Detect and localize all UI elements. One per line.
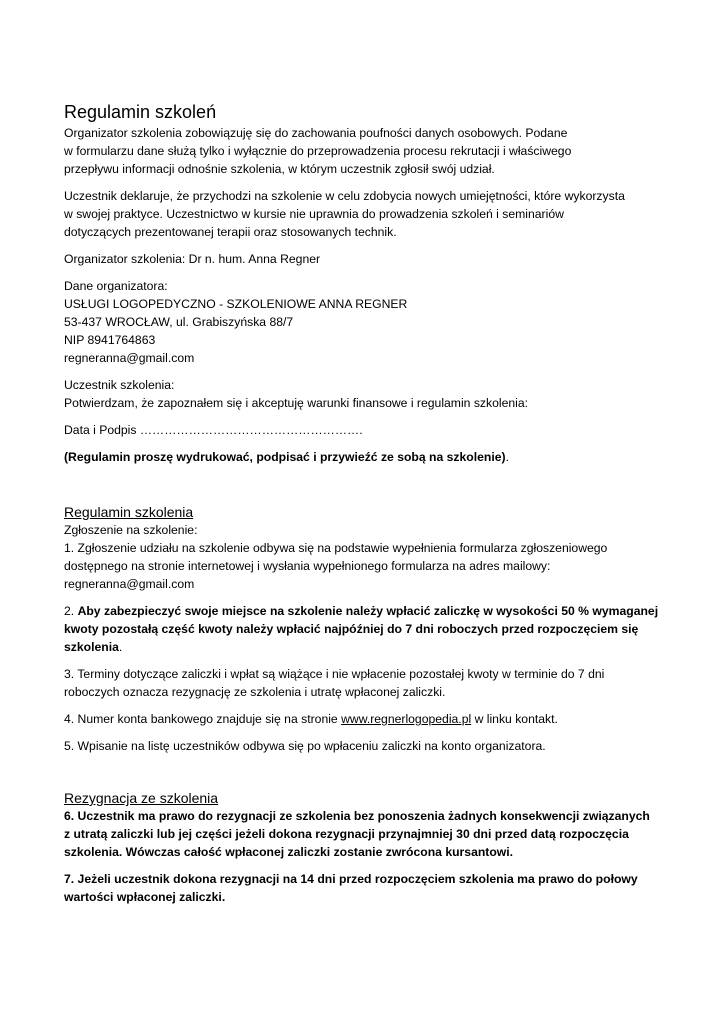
- text-line: dostępnego na stronie internetowej i wysłania wypełnionego formularza na adres mailowy:: [64, 559, 551, 573]
- rule-item-1: [64, 539, 664, 593]
- text-line: Uczestnik deklaruje, że przychodzi na szkolenie w celu zdobycia nowych umiejętności, które wykorzysta: [64, 189, 625, 203]
- org-data-label: Dane organizatora:: [64, 279, 168, 293]
- bold-text: szkolenia: [64, 640, 119, 654]
- org-nip: NIP 8941764863: [64, 333, 156, 347]
- organizer-data: [64, 277, 664, 367]
- text-line: [64, 602, 664, 620]
- org-email: regneranna@gmail.com: [64, 351, 195, 365]
- item4-pre: 4. Numer konta bankowego znajduje się na stronie: [64, 712, 342, 726]
- text-line: 6. Uczestnik ma prawo do rezygnacji ze szkolenia bez ponoszenia żadnych konsekwencji związanych: [64, 809, 650, 823]
- rule-item-5: [64, 737, 664, 755]
- bold-text: Aby zabezpieczyć swoje miejsce na szkolenie należy wpłacić zaliczkę w wysokości 50 % wymaganej: [77, 604, 659, 618]
- signature-paragraph: [64, 421, 664, 439]
- rule-item-4: [64, 710, 664, 728]
- text-line: kwoty pozostałą część kwoty należy wpłacić najpóźniej do 7 dni roboczych przed rozpoczęciem się: [64, 622, 639, 636]
- text-line: wartości wpłaconej zaliczki.: [64, 890, 226, 904]
- text-line: 3. Terminy dotyczące zaliczki i wpłat są wiążące i nie wpłacenie pozostałej kwoty w terminie do 7 dni: [64, 667, 605, 681]
- participant-paragraph: [64, 376, 664, 412]
- item4-post: w linku kontakt.: [471, 712, 558, 726]
- print-note-tail: .: [505, 450, 509, 464]
- text-line: przepływu informacji odnośnie szkolenia, w którym uczestnik zgłosił swój udział.: [64, 162, 495, 176]
- text-line: z utratą zaliczki lub jej części jeżeli dokona rezygnacji przynajmniej 30 dni przed datą rozpoczęcia: [64, 827, 629, 841]
- text-line: w swojej praktyce. Uczestnictwo w kursie nie uprawnia do prowadzenia szkoleń i seminariów: [64, 207, 564, 221]
- registration-label: Zgłoszenie na szkolenie:: [64, 523, 198, 537]
- text-line: [64, 638, 664, 656]
- document-page: [64, 100, 664, 915]
- text-line: [64, 710, 664, 728]
- organizer-paragraph: [64, 250, 664, 268]
- page-title: Regulamin szkoleń: [64, 102, 217, 122]
- spacer: [64, 764, 664, 789]
- item-number: 2.: [64, 604, 78, 618]
- section-title-rules: Regulamin szkolenia: [64, 504, 194, 520]
- rule-item-7: [64, 870, 664, 906]
- rule-item-3: [64, 665, 664, 701]
- text-line: 5. Wpisanie na listę uczestników odbywa się po wpłaceniu zaliczki na konto organizatora.: [64, 739, 546, 753]
- section-title-resignation: Rezygnacja ze szkolenia: [64, 790, 219, 806]
- participant-confirmation: Potwierdzam, że zapoznałem się i akceptuję warunki finansowe i regulamin szkolenia:: [64, 396, 529, 410]
- rule-item-6: [64, 807, 664, 861]
- participant-label: Uczestnik szkolenia:: [64, 378, 175, 392]
- text-line: 7. Jeżeli uczestnik dokona rezygnacji na 14 dni przed rozpoczęciem szkolenia ma prawo do połowy: [64, 872, 638, 886]
- item-tail: .: [118, 640, 123, 654]
- declaration-paragraph: [64, 187, 664, 241]
- print-note: (Regulamin proszę wydrukować, podpisać i przywieźć ze sobą na szkolenie): [64, 450, 506, 464]
- signature-line: Data i Podpis ……………………………………………….: [64, 423, 363, 437]
- text-line: regneranna@gmail.com: [64, 577, 195, 591]
- text-line: Organizator szkolenia zobowiązuję się do zachowania poufności danych osobowych. Podane: [64, 126, 568, 140]
- website-link[interactable]: www.regnerlogopedia.pl: [341, 712, 472, 726]
- text-line: w formularzu dane służą tylko i wyłącznie do przeprowadzenia procesu rekrutacji i właściwego: [64, 144, 572, 158]
- org-company-name: USŁUGI LOGOPEDYCZNO - SZKOLENIOWE ANNA REGNER: [64, 297, 408, 311]
- privacy-paragraph: [64, 124, 664, 178]
- text-line: 1. Zgłoszenie udziału na szkolenie odbywa się na podstawie wypełnienia formularza zgłoszeniowego: [64, 541, 608, 555]
- organizer-name: Organizator szkolenia: Dr n. hum. Anna Regner: [64, 252, 321, 266]
- text-line: szkolenia. Wówczas całość wpłaconej zaliczki zostanie zwrócona kursantowi.: [64, 845, 514, 859]
- spacer: [64, 475, 664, 503]
- text-line: dotyczących prezentowanej terapii oraz stosowanych technik.: [64, 225, 397, 239]
- text-line: roboczych oznacza rezygnację ze szkolenia i utratę wpłaconej zaliczki.: [64, 685, 446, 699]
- rule-item-2: [64, 602, 664, 656]
- org-address: 53-437 WROCŁAW, ul. Grabiszyńska 88/7: [64, 315, 294, 329]
- print-note-paragraph: [64, 448, 664, 466]
